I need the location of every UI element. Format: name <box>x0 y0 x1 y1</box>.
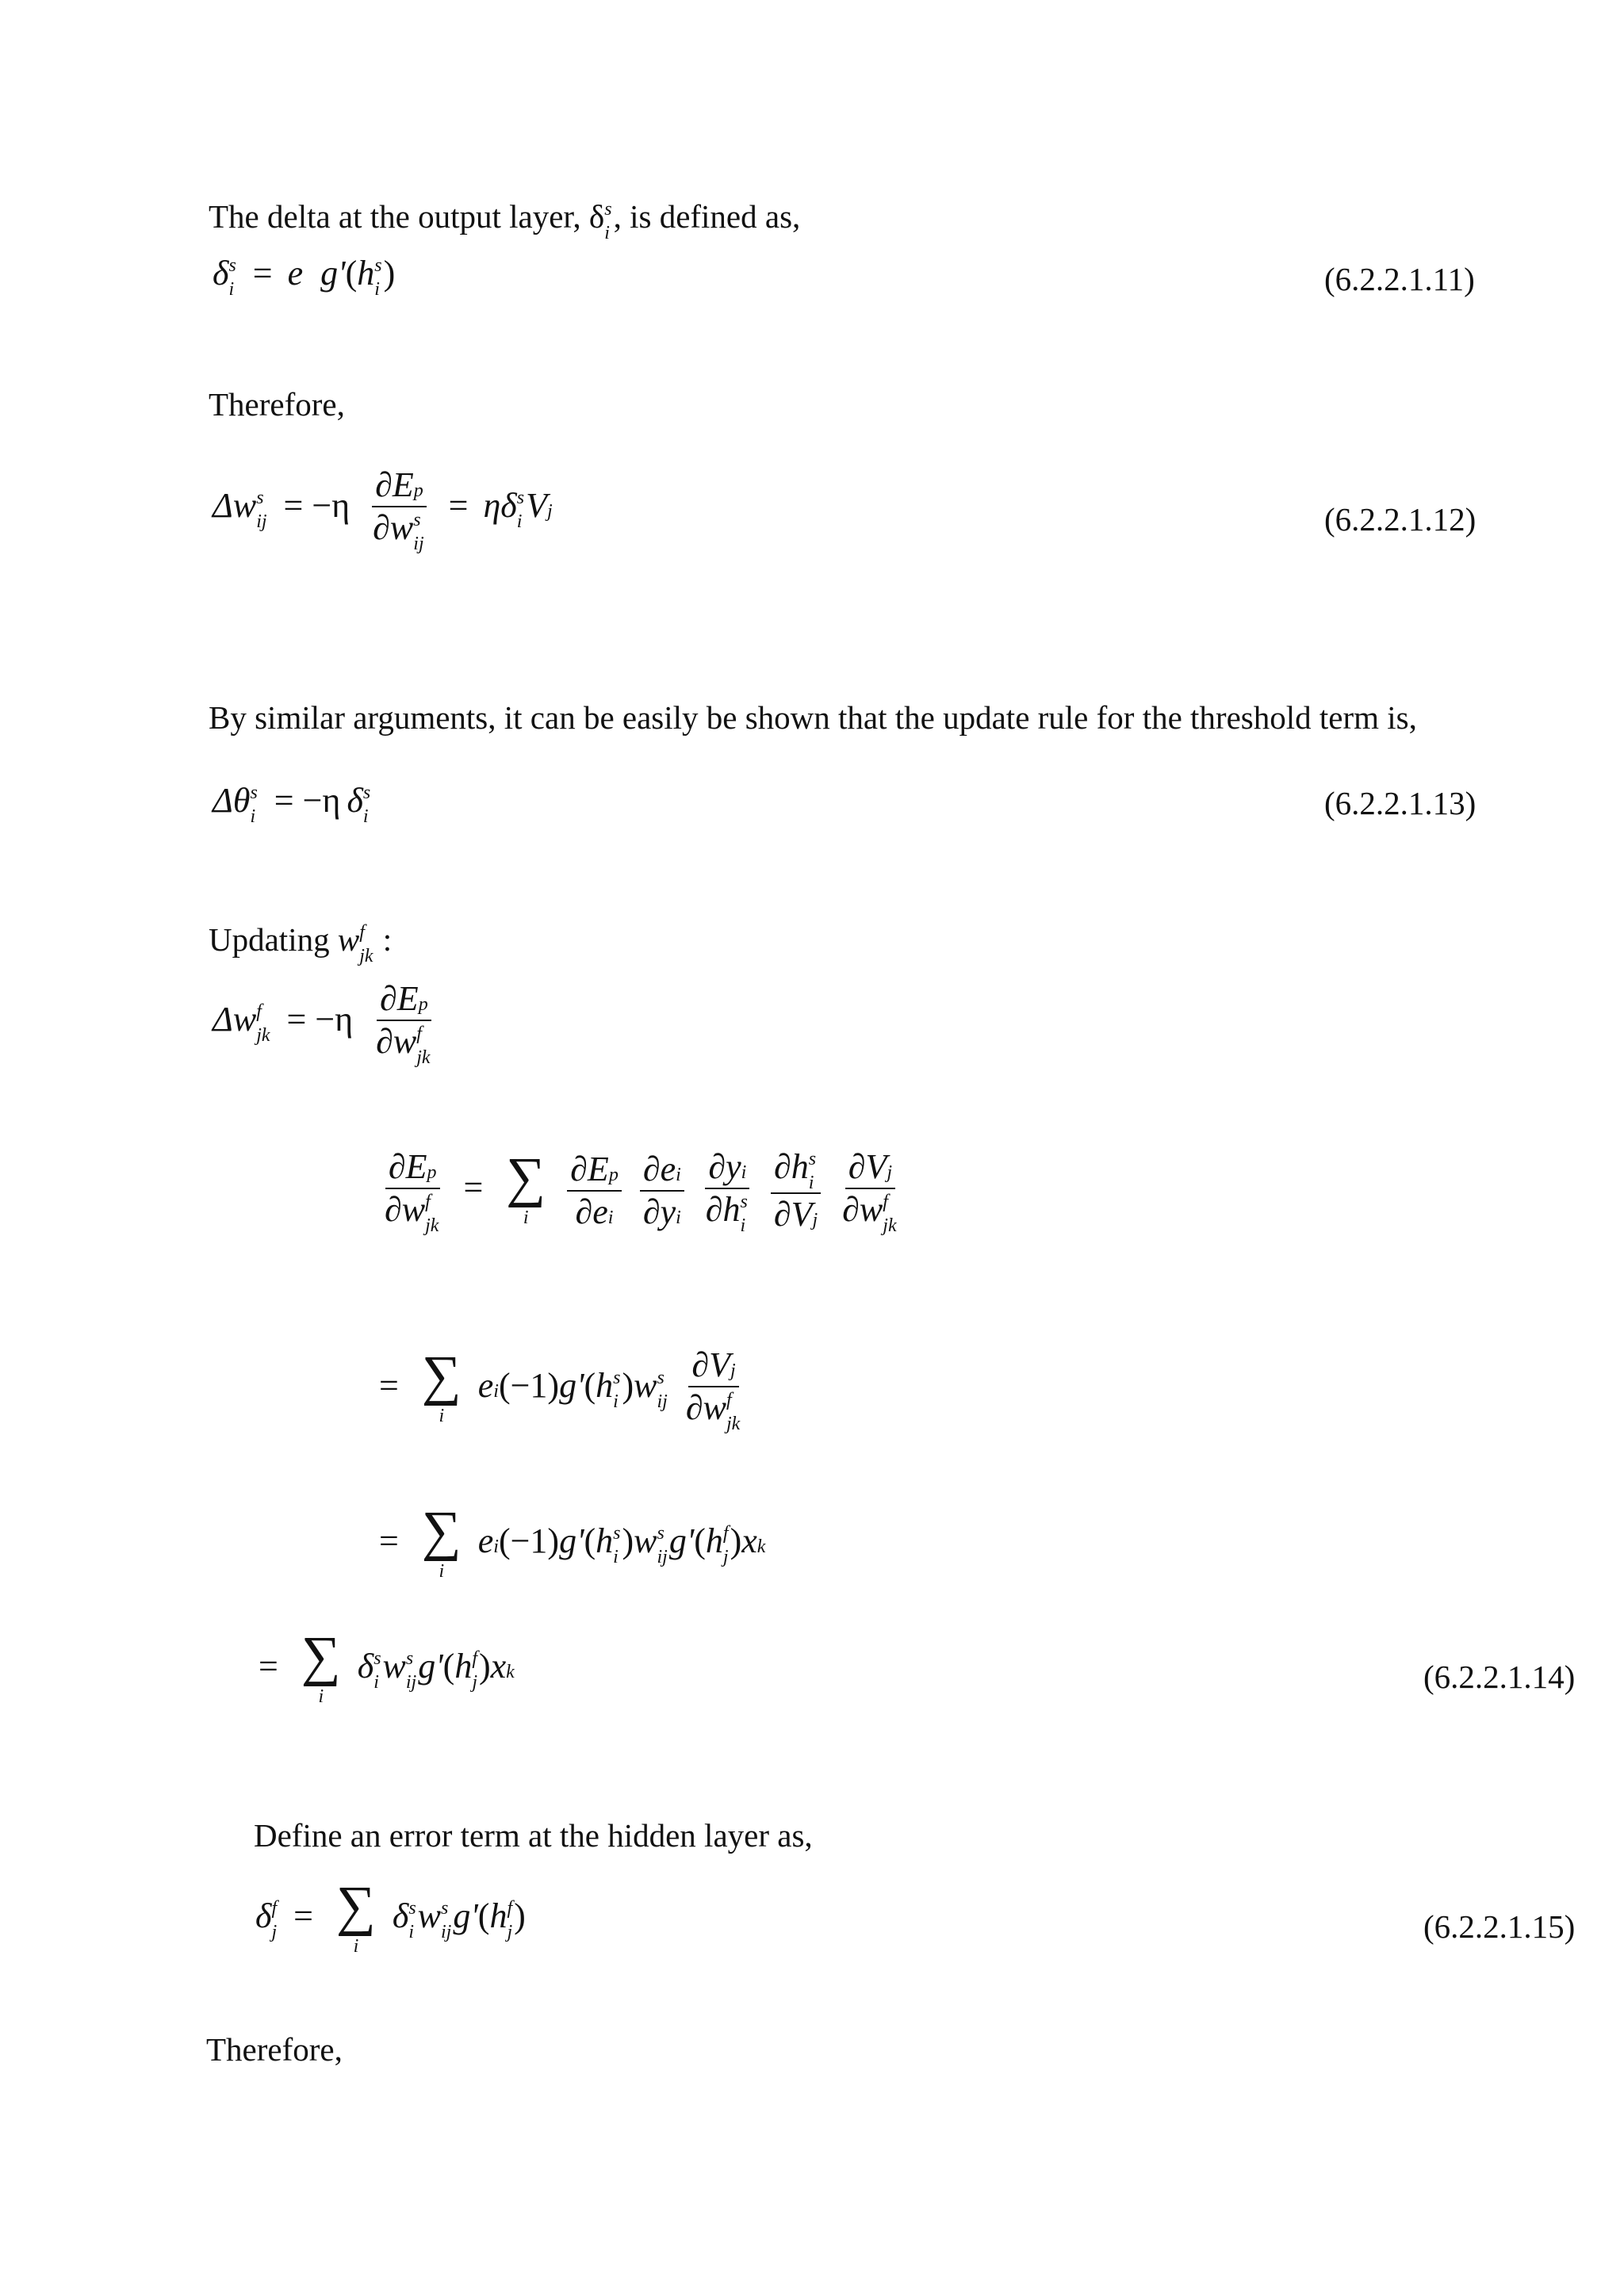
math-symbol: E <box>405 1147 427 1186</box>
scripts <box>472 1647 477 1693</box>
math-symbol: V <box>709 1345 731 1384</box>
scripts <box>416 1023 431 1068</box>
math-symbol: e <box>477 1366 494 1406</box>
subscript: i <box>408 1921 414 1942</box>
subscript: j <box>730 1360 736 1381</box>
equals-sign: = <box>293 1896 313 1935</box>
fraction-dh-dV <box>771 1147 821 1234</box>
subscript: ij <box>441 1921 452 1942</box>
partial-symbol: ∂ <box>708 1147 726 1186</box>
scripts <box>722 1522 729 1567</box>
summation <box>421 1501 462 1582</box>
scripts <box>256 487 267 532</box>
equals-sign: = <box>463 1168 484 1207</box>
equals-sign: = <box>379 1366 399 1406</box>
math-symbol: w <box>703 1388 726 1427</box>
scripts <box>256 1001 270 1046</box>
paren: ) <box>730 1521 742 1560</box>
math-symbol: g' <box>559 1366 584 1406</box>
fraction-dy-dh <box>703 1147 753 1236</box>
subscript: k <box>756 1536 766 1557</box>
denominator <box>373 1021 435 1068</box>
math-symbol: w <box>634 1366 657 1406</box>
equals-neg-eta: = −η <box>283 486 350 526</box>
partial-symbol: ∂ <box>385 1190 402 1229</box>
subscript: i <box>250 806 256 827</box>
paragraph-therefore-1: Therefore, <box>209 386 345 423</box>
sigma-symbol: ∑ <box>335 1876 376 1937</box>
math-symbol: y <box>726 1147 741 1186</box>
scripts <box>507 1897 513 1942</box>
paren: ( <box>694 1521 706 1560</box>
paragraph-similar-arguments: By similar arguments, it can be easily be shown that the update rule for the threshold term is, <box>209 699 1417 736</box>
subscript: p <box>413 480 423 501</box>
math-symbol: e <box>287 254 304 293</box>
subscript: j <box>722 1546 729 1567</box>
subscript: ij <box>413 533 424 554</box>
math-symbol: δ <box>213 254 229 293</box>
partial-symbol: ∂ <box>685 1388 703 1427</box>
scripts <box>657 1522 668 1567</box>
math-symbol: x <box>741 1521 757 1560</box>
math-symbol: h <box>489 1896 508 1935</box>
superscript: f <box>722 1522 729 1544</box>
subscript: i <box>676 1164 681 1185</box>
scripts <box>613 1522 621 1567</box>
subscript: j <box>887 1162 893 1183</box>
sigma-symbol: ∑ <box>421 1501 462 1562</box>
equation-11 <box>213 254 396 300</box>
math-symbol: w <box>389 508 414 547</box>
summation-index: i <box>439 1405 445 1426</box>
subscript: i <box>228 278 235 300</box>
math-symbol: w <box>382 1646 406 1686</box>
paren: ( <box>442 1646 455 1686</box>
numerator <box>640 1149 684 1192</box>
subscript: j <box>271 1921 278 1942</box>
denominator <box>683 1387 745 1434</box>
fraction-dV-dwf <box>683 1345 745 1434</box>
equation-number-12: (6.2.2.1.12) <box>1324 501 1477 538</box>
fraction-dEp-de <box>567 1149 622 1231</box>
numerator <box>377 979 431 1021</box>
subscript: p <box>418 994 428 1015</box>
math-symbol: V <box>865 1147 887 1186</box>
math-symbol: w <box>634 1521 657 1560</box>
subscript: p <box>427 1162 437 1183</box>
sigma-symbol: ∑ <box>301 1626 341 1687</box>
superscript: s <box>613 1522 621 1544</box>
scripts <box>405 1647 417 1693</box>
subscript: jk <box>883 1215 897 1236</box>
math-symbol: V <box>791 1194 813 1234</box>
partial-symbol: ∂ <box>373 508 390 547</box>
partial-symbol: ∂ <box>642 1149 661 1188</box>
math-symbol: Δ <box>213 781 233 820</box>
subscript: jk <box>726 1413 741 1434</box>
numerator <box>372 465 427 507</box>
partial-symbol: ∂ <box>375 465 393 504</box>
partial-symbol: ∂ <box>575 1192 593 1231</box>
math-symbol: δ <box>500 486 517 526</box>
partial-symbol: ∂ <box>773 1194 791 1234</box>
superscript: f <box>472 1647 477 1669</box>
sigma-symbol: ∑ <box>506 1147 546 1209</box>
partial-symbol: ∂ <box>848 1147 866 1186</box>
math-symbol: e <box>592 1192 608 1231</box>
superscript: s <box>374 254 382 276</box>
equation-number-14: (6.2.2.1.14) <box>1423 1659 1576 1695</box>
denominator <box>839 1189 901 1236</box>
minus-one: (−1) <box>498 1366 560 1406</box>
summation-index: i <box>523 1207 529 1228</box>
subscript: jk <box>359 945 373 966</box>
paragraph-define-error: Define an error term at the hidden layer as, <box>254 1817 813 1854</box>
superscript: s <box>250 782 258 803</box>
math-symbol: w <box>401 1190 426 1229</box>
subscript: p <box>608 1164 619 1185</box>
numerator <box>705 1147 749 1189</box>
equals-sign: = <box>252 254 273 293</box>
subscript: jk <box>256 1024 270 1046</box>
numerator <box>385 1147 440 1189</box>
equation-expansion-step-1 <box>373 1345 749 1434</box>
superscript: s <box>740 1191 748 1212</box>
superscript: s <box>373 1647 381 1669</box>
math-symbol: h <box>454 1646 473 1686</box>
partial-symbol: ∂ <box>380 979 397 1018</box>
subscript: i <box>740 1215 746 1236</box>
summation <box>506 1147 546 1228</box>
subscript: i <box>362 806 369 827</box>
math-symbol: g' <box>418 1646 443 1686</box>
math-symbol: h <box>791 1147 809 1186</box>
superscript: f <box>507 1897 513 1919</box>
superscript: s <box>405 1647 414 1669</box>
equation-12 <box>213 465 553 554</box>
fraction-dEp-dwf-lhs <box>381 1147 443 1236</box>
subscript: ij <box>657 1546 668 1567</box>
math-symbol: Δ <box>213 486 233 526</box>
superscript: s <box>408 1897 416 1919</box>
scripts <box>808 1148 817 1193</box>
subscript: i <box>613 1391 619 1412</box>
equation-number-11: (6.2.2.1.11) <box>1324 261 1475 297</box>
math-symbol: w <box>859 1190 883 1229</box>
superscript: s <box>604 198 612 220</box>
subscript: i <box>373 1671 379 1693</box>
math-symbol: η <box>483 486 501 526</box>
subscript: i <box>676 1207 681 1228</box>
math-symbol: δ <box>347 781 363 820</box>
math-symbol: h <box>357 254 375 293</box>
equation-number-13: (6.2.2.1.13) <box>1324 785 1477 821</box>
scripts <box>883 1191 897 1236</box>
superscript: f <box>883 1191 888 1212</box>
superscript: s <box>256 487 264 508</box>
subscript: i <box>604 222 610 243</box>
math-symbol: θ <box>232 781 251 820</box>
math-symbol: w <box>337 921 360 958</box>
math-symbol: w <box>393 1022 417 1061</box>
scripts <box>441 1897 452 1942</box>
superscript: s <box>441 1897 449 1919</box>
paren: ) <box>383 254 396 293</box>
scripts <box>516 487 525 532</box>
subscript: j <box>472 1671 477 1693</box>
scripts <box>740 1191 748 1236</box>
summation <box>301 1626 341 1707</box>
subscript: i <box>607 1207 614 1228</box>
math-symbol: Δ <box>213 1000 233 1039</box>
subscript: ij <box>256 511 267 532</box>
scripts <box>271 1897 278 1942</box>
superscript: s <box>228 254 236 276</box>
math-symbol: y <box>660 1192 676 1231</box>
scripts <box>726 1389 741 1434</box>
scripts <box>657 1367 668 1412</box>
numerator <box>567 1149 622 1192</box>
partial-symbol: ∂ <box>705 1190 723 1229</box>
superscript: s <box>516 487 525 508</box>
fraction-de-dy <box>640 1149 684 1231</box>
subscript: i <box>741 1162 747 1183</box>
fraction-dV-dwf <box>839 1147 901 1236</box>
paragraph-therefore-2: Therefore, <box>206 2031 343 2068</box>
scripts <box>359 921 373 966</box>
equals-neg-eta: = −η <box>286 1000 354 1039</box>
numerator <box>845 1147 895 1189</box>
numerator <box>688 1345 738 1387</box>
math-symbol: E <box>392 465 414 504</box>
equation-14 <box>252 1626 515 1707</box>
subscript: k <box>506 1661 515 1682</box>
superscript: f <box>416 1023 422 1044</box>
paren: ( <box>584 1521 596 1560</box>
denominator <box>640 1192 684 1230</box>
scripts <box>373 1647 381 1693</box>
superscript: s <box>657 1522 665 1544</box>
scripts <box>374 254 382 300</box>
paragraph-updating <box>209 920 393 966</box>
partial-symbol: ∂ <box>842 1190 860 1229</box>
paren: ( <box>477 1896 490 1935</box>
paren: ( <box>584 1366 596 1406</box>
equals-sign: = <box>379 1521 399 1560</box>
math-symbol: w <box>232 1000 257 1039</box>
scripts <box>250 782 258 827</box>
superscript: f <box>271 1897 278 1919</box>
partial-symbol: ∂ <box>570 1149 588 1188</box>
minus-one: (−1) <box>498 1521 560 1560</box>
subscript: j <box>546 501 553 522</box>
paren: ) <box>478 1646 491 1686</box>
equation-13 <box>213 781 372 827</box>
scripts <box>425 1191 439 1236</box>
math-symbol: g' <box>453 1896 478 1935</box>
superscript: s <box>362 782 371 803</box>
partial-symbol: ∂ <box>691 1345 710 1384</box>
summation <box>335 1876 376 1957</box>
superscript: s <box>808 1148 817 1169</box>
denominator <box>381 1189 443 1236</box>
scripts <box>228 254 236 300</box>
math-symbol: g' <box>668 1521 695 1560</box>
math-symbol: δ <box>357 1646 374 1686</box>
scripts <box>613 1367 621 1412</box>
partial-symbol: ∂ <box>388 1147 406 1186</box>
denominator <box>703 1189 753 1236</box>
summation-index: i <box>439 1560 445 1582</box>
subscript: jk <box>416 1047 431 1068</box>
superscript: f <box>425 1191 431 1212</box>
equals-neg-eta: = −η <box>274 781 341 820</box>
math-symbol: h <box>705 1521 723 1560</box>
paragraph-text-end: , is defined as, <box>613 198 801 235</box>
paragraph-text: Updating <box>209 921 330 958</box>
equation-delta-wf <box>213 979 440 1068</box>
superscript: f <box>726 1389 732 1410</box>
superscript: f <box>359 921 365 943</box>
partial-symbol: ∂ <box>773 1147 791 1186</box>
subscript: jk <box>425 1215 439 1236</box>
paren: ) <box>622 1366 634 1406</box>
superscript: s <box>613 1367 621 1388</box>
denominator <box>573 1192 617 1230</box>
math-symbol: h <box>596 1521 614 1560</box>
subscript: ij <box>405 1671 417 1693</box>
equation-expansion-step-2 <box>373 1501 766 1582</box>
math-symbol: g' <box>320 254 346 293</box>
math-symbol: E <box>396 979 419 1018</box>
denominator <box>771 1194 821 1232</box>
denominator <box>370 507 428 554</box>
math-symbol: h <box>596 1366 614 1406</box>
math-symbol: w <box>232 486 257 526</box>
paren: ) <box>514 1896 526 1935</box>
paren: ) <box>622 1521 634 1560</box>
subscript: ij <box>657 1391 668 1412</box>
math-symbol: E <box>587 1149 609 1188</box>
scripts <box>362 782 371 827</box>
equation-number-15: (6.2.2.1.15) <box>1423 1908 1576 1945</box>
paragraph-text: The delta at the output layer, δ <box>209 198 605 235</box>
numerator <box>771 1147 821 1194</box>
superscript: f <box>256 1001 262 1022</box>
subscript: i <box>613 1546 619 1567</box>
math-symbol: δ <box>255 1896 272 1935</box>
summation-index: i <box>318 1686 324 1707</box>
subscript: i <box>374 278 380 300</box>
fraction-dEp-dw <box>370 465 428 554</box>
colon: : <box>382 921 393 958</box>
subscript: i <box>493 1536 499 1557</box>
equation-15 <box>255 1876 526 1957</box>
equals-sign: = <box>448 486 469 526</box>
subscript: i <box>808 1172 814 1193</box>
summation <box>421 1345 462 1426</box>
math-symbol: e <box>477 1521 494 1560</box>
superscript: s <box>657 1367 665 1388</box>
superscript: s <box>413 509 421 530</box>
math-symbol: x <box>490 1646 507 1686</box>
equation-chain-rule <box>377 1147 906 1236</box>
equals-sign: = <box>259 1646 278 1686</box>
paren: ( <box>345 254 358 293</box>
summation-index: i <box>353 1935 359 1957</box>
delta-scripts <box>604 198 612 243</box>
subscript: j <box>507 1921 513 1942</box>
math-symbol: g' <box>559 1521 584 1560</box>
subscript: i <box>516 511 523 532</box>
scripts <box>413 509 424 554</box>
subscript: j <box>812 1209 818 1230</box>
math-symbol: e <box>660 1149 676 1188</box>
math-symbol: w <box>417 1896 442 1935</box>
math-symbol: h <box>722 1190 741 1229</box>
fraction-dEp-dwf <box>373 979 435 1068</box>
scripts <box>408 1897 416 1942</box>
math-symbol: V <box>526 486 547 526</box>
math-symbol: δ <box>392 1896 409 1935</box>
paragraph-output-delta <box>209 197 801 243</box>
partial-symbol: ∂ <box>376 1022 393 1061</box>
partial-symbol: ∂ <box>642 1192 661 1231</box>
sigma-symbol: ∑ <box>421 1345 462 1407</box>
subscript: i <box>493 1381 499 1402</box>
